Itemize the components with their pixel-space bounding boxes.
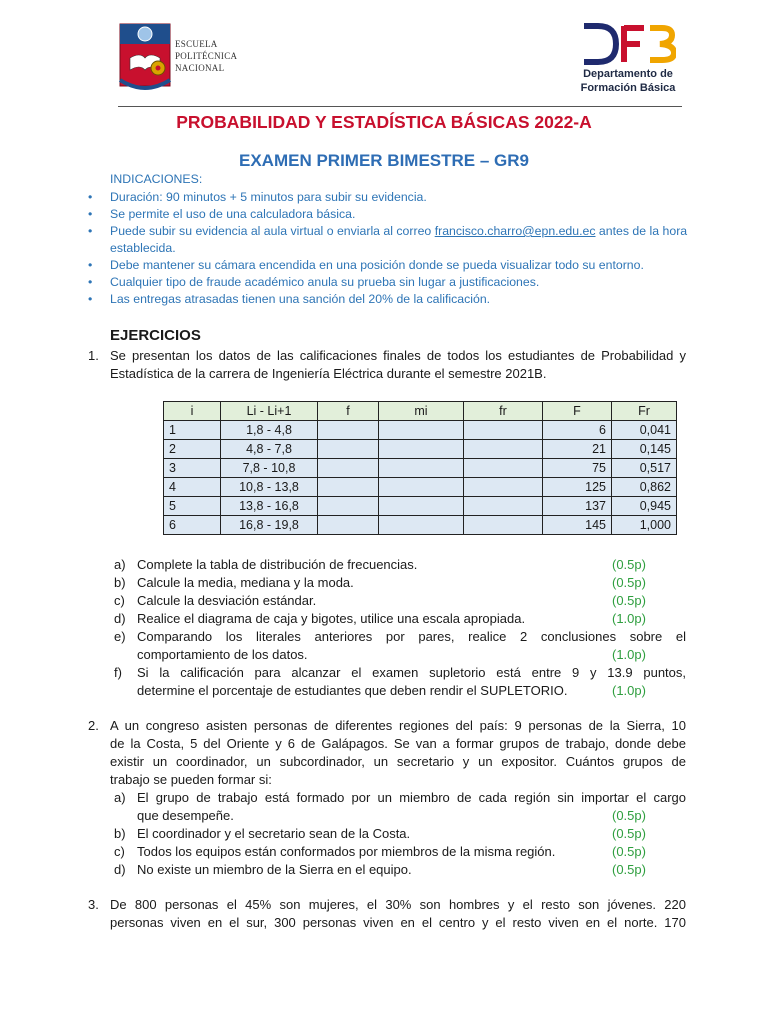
- item-points: (0.5p): [612, 593, 646, 608]
- column-header: mi: [379, 402, 464, 421]
- table-cell: 4,8 - 7,8: [221, 440, 318, 459]
- table-cell: 7,8 - 10,8: [221, 459, 318, 478]
- institution-line: ESCUELA: [175, 39, 218, 49]
- item-points: (0.5p): [612, 557, 646, 572]
- table-cell: 4: [164, 478, 221, 497]
- table-cell: 0,945: [612, 497, 677, 516]
- table-cell: 16,8 - 19,8: [221, 516, 318, 535]
- item-text: No existe un miembro de la Sierra en el equipo.: [137, 862, 412, 877]
- item-points: (1.0p): [612, 611, 646, 626]
- table-cell: [318, 478, 379, 497]
- institution-name: [175, 38, 237, 74]
- item-text: Calcule la desviación estándar.: [137, 593, 317, 608]
- table-cell: 1,000: [612, 516, 677, 535]
- item-letter: f): [114, 665, 122, 680]
- table-cell: [318, 421, 379, 440]
- item-text: Comparando los literales anteriores por pares, realice 2 conclusiones sobre el: [137, 629, 686, 644]
- dfb-logo: [580, 22, 676, 66]
- table-cell: [464, 516, 543, 535]
- item-text: Si la calificación para alcanzar el examen supletorio está entre 9 y 13.9 puntos,: [137, 665, 686, 680]
- exercise-statement-line: de la Costa, 5 del Oriente y 6 de Galápagos. Se van a formar grupos de trabajo, donde debe: [110, 736, 686, 751]
- exercise-statement-line: personas viven en el sur, 300 personas viven en el centro y el resto viven en el norte. 170: [110, 915, 686, 930]
- exercise-number: 1.: [88, 348, 99, 363]
- table-row: [164, 478, 677, 497]
- table-cell: 10,8 - 13,8: [221, 478, 318, 497]
- exercise-statement-line: A un congreso asisten personas de diferentes regiones del país: 9 personas de la Sierra, 10: [110, 718, 686, 733]
- exercise-statement-line: trabajo se pueden formar si:: [110, 772, 272, 787]
- indication-item: • Cualquier tipo de fraude académico anula su prueba sin lugar a justificaciones.: [88, 274, 694, 291]
- table-cell: 125: [543, 478, 612, 497]
- exam-subtitle: EXAMEN PRIMER BIMESTRE – GR9: [239, 151, 529, 170]
- indication-item: • Las entregas atrasadas tienen una sanción del 20% de la calificación.: [88, 291, 694, 308]
- item-letter: c): [114, 593, 125, 608]
- exercise-number: 2.: [88, 718, 99, 733]
- exercise-statement-line: existir un coordinador, un subcordinador, un secretario y un expositor. Cuántos grupos de: [110, 754, 686, 769]
- item-letter: d): [114, 611, 126, 626]
- item-letter: b): [114, 826, 126, 841]
- table-cell: 0,517: [612, 459, 677, 478]
- department-line: Departamento de: [583, 68, 673, 80]
- department-line: Formación Básica: [580, 82, 676, 94]
- frequency-table: [163, 401, 677, 535]
- table-cell: 145: [543, 516, 612, 535]
- department-name: [566, 67, 690, 95]
- table-cell: 1,8 - 4,8: [221, 421, 318, 440]
- table-cell: [379, 516, 464, 535]
- indication-item: • Duración: 90 minutos + 5 minutos para subir su evidencia.: [88, 189, 694, 206]
- item-text: determine el porcentaje de estudiantes que deben rendir el SUPLETORIO.: [137, 683, 568, 698]
- column-header: f: [318, 402, 379, 421]
- institution-line: POLITÉCNICA: [175, 51, 238, 61]
- table-row: [164, 516, 677, 535]
- item-letter: a): [114, 790, 126, 805]
- table-cell: 5: [164, 497, 221, 516]
- table-cell: [379, 459, 464, 478]
- table-cell: 0,862: [612, 478, 677, 497]
- item-letter: b): [114, 575, 126, 590]
- item-text: Todos los equipos están conformados por miembros de la misma región.: [137, 844, 556, 859]
- table-cell: 3: [164, 459, 221, 478]
- table-row: [164, 440, 677, 459]
- item-points: (0.5p): [612, 826, 646, 841]
- table-cell: [464, 459, 543, 478]
- table-row: [164, 459, 677, 478]
- column-header: Fr: [612, 402, 677, 421]
- table-cell: [464, 478, 543, 497]
- column-header: Li - Li+1: [221, 402, 318, 421]
- indication-item: [88, 223, 694, 257]
- item-letter: d): [114, 862, 126, 877]
- column-header: F: [543, 402, 612, 421]
- table-cell: [464, 440, 543, 459]
- column-header: fr: [464, 402, 543, 421]
- email-link[interactable]: francisco.charro@epn.edu.ec: [434, 224, 596, 238]
- item-letter: e): [114, 629, 126, 644]
- table-cell: [379, 440, 464, 459]
- item-points: (0.5p): [612, 808, 646, 823]
- table-cell: 0,041: [612, 421, 677, 440]
- table-cell: 6: [543, 421, 612, 440]
- table-row: [164, 421, 677, 440]
- item-text: Calcule la media, mediana y la moda.: [137, 575, 354, 590]
- header-divider: [118, 106, 682, 107]
- indication-item: • Se permite el uso de una calculadora básica.: [88, 206, 694, 223]
- item-text: Realice el diagrama de caja y bigotes, utilice una escala apropiada.: [137, 611, 526, 626]
- exercise-number: 3.: [88, 897, 99, 912]
- table-cell: [379, 421, 464, 440]
- item-letter: c): [114, 844, 125, 859]
- table-cell: 13,8 - 16,8: [221, 497, 318, 516]
- table-cell: 137: [543, 497, 612, 516]
- column-header: i: [164, 402, 221, 421]
- item-text: Complete la tabla de distribución de frecuencias.: [137, 557, 418, 572]
- indication-item: • Debe mantener su cámara encendida en una posición donde se pueda visualizar todo su entorno.: [88, 257, 694, 274]
- table-cell: [379, 497, 464, 516]
- item-points: (0.5p): [612, 844, 646, 859]
- item-text: comportamiento de los datos.: [137, 647, 308, 662]
- table-cell: [318, 497, 379, 516]
- table-cell: 75: [543, 459, 612, 478]
- item-points: (1.0p): [612, 647, 646, 662]
- item-points: (0.5p): [612, 575, 646, 590]
- table-row: [164, 497, 677, 516]
- indications-heading: INDICACIONES:: [110, 172, 203, 186]
- indications-list: [88, 189, 694, 308]
- table-cell: 6: [164, 516, 221, 535]
- exercises-heading: EJERCICIOS: [110, 327, 201, 344]
- page-title: PROBABILIDAD Y ESTADÍSTICA BÁSICAS 2022-A: [176, 112, 592, 132]
- table-cell: [464, 497, 543, 516]
- exercise-statement-line: De 800 personas el 45% son mujeres, el 30% son hombres y el resto son jóvenes. 220: [110, 897, 686, 912]
- indication-text: Puede subir su evidencia al aula virtual o enviarla al correo: [110, 224, 435, 238]
- table-cell: [318, 459, 379, 478]
- table-cell: 21: [543, 440, 612, 459]
- table-cell: 2: [164, 440, 221, 459]
- table-cell: [379, 478, 464, 497]
- table-cell: [318, 516, 379, 535]
- item-points: (0.5p): [612, 862, 646, 877]
- institution-line: NACIONAL: [175, 63, 225, 73]
- table-cell: 0,145: [612, 440, 677, 459]
- table-cell: 1: [164, 421, 221, 440]
- table-header-row: [164, 402, 677, 421]
- item-points: (1.0p): [612, 683, 646, 698]
- item-letter: a): [114, 557, 126, 572]
- item-text: El coordinador y el secretario sean de la Costa.: [137, 826, 411, 841]
- exercise-statement: Se presentan los datos de las calificaciones finales de todos los estudiantes de Probabilidad y Estadística de la carrera de Ingeniería Eléctrica durante el semestre 2021B.: [110, 348, 686, 381]
- item-text: que desempeñe.: [137, 808, 234, 823]
- item-text: El grupo de trabajo está formado por un miembro de cada región sin importar el cargo: [137, 790, 686, 805]
- indication-text: antes de la hora establecida.: [110, 224, 688, 255]
- table-cell: [318, 440, 379, 459]
- table-cell: [464, 421, 543, 440]
